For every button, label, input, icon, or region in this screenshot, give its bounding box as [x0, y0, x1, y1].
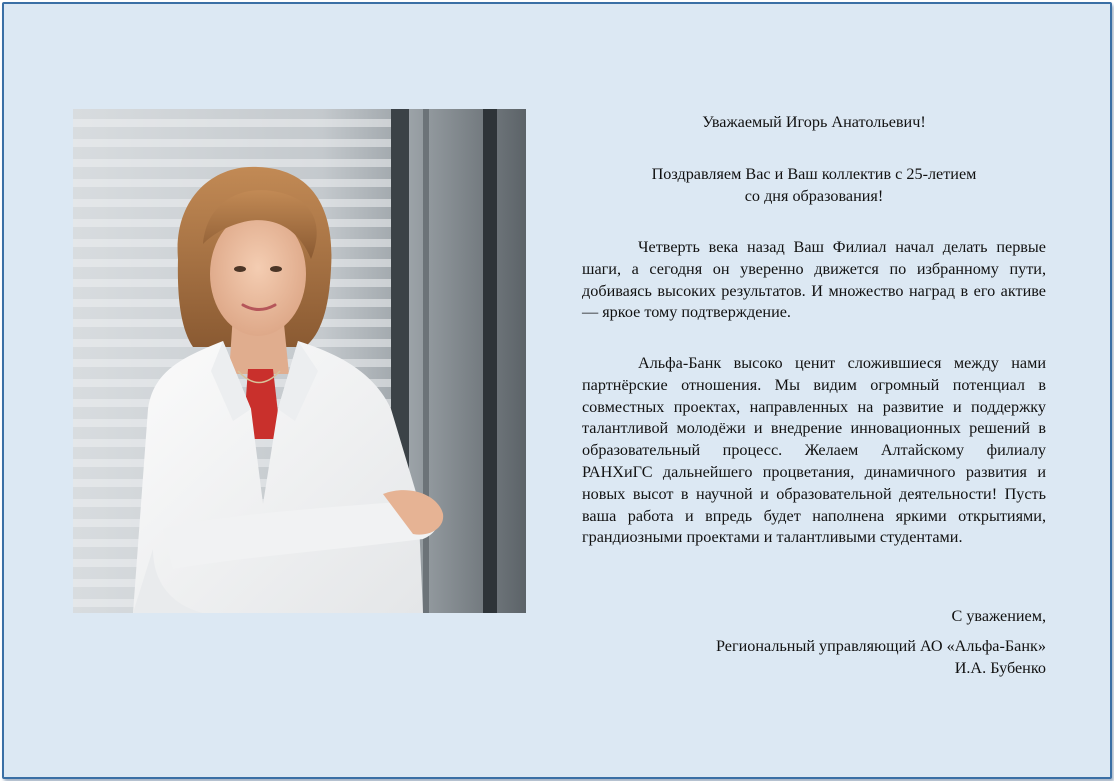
congratulation-line-1: Поздравляем Вас и Ваш коллектив с 25-летием — [651, 165, 977, 183]
congratulation-heading — [552, 164, 1076, 208]
closing-regards: С уважением, — [951, 607, 1046, 625]
signatory-name: И.А. Бубенко — [954, 659, 1046, 677]
portrait-photo — [73, 109, 526, 613]
congratulation-line-2: со дня образования! — [744, 186, 884, 205]
paragraph-2: Альфа-Банк высоко ценит сложившиеся между нами партнёрские отношения. Мы видим огромный потенциал в совместных проектах, направленных на развитие и поддержку талантливой молодёжи и внедрение инновационных решений в образовательный процесс. Желаем Алтайскому филиалу РАНХиГС дальнейшего процветания, динамичного развития и новых высот в научной и образовательной деятельности! Пусть ваша работа и впредь будет наполнена яркими открытиями, грандиозными проектами и талантливыми студентами. — [582, 354, 1046, 547]
paragraph-1: Четверть века назад Ваш Филиал начал делать первые шаги, а сегодня он уверенно движется по избранному пути, добиваясь высоких результатов. И множество наград в его активе — яркое тому подтверждение. — [582, 238, 1046, 322]
greeting: Уважаемый Игорь Анатольевич! — [702, 113, 926, 131]
letter-card — [2, 2, 1112, 779]
signatory-position: Региональный управляющий АО «Альфа-Банк» — [715, 637, 1046, 655]
